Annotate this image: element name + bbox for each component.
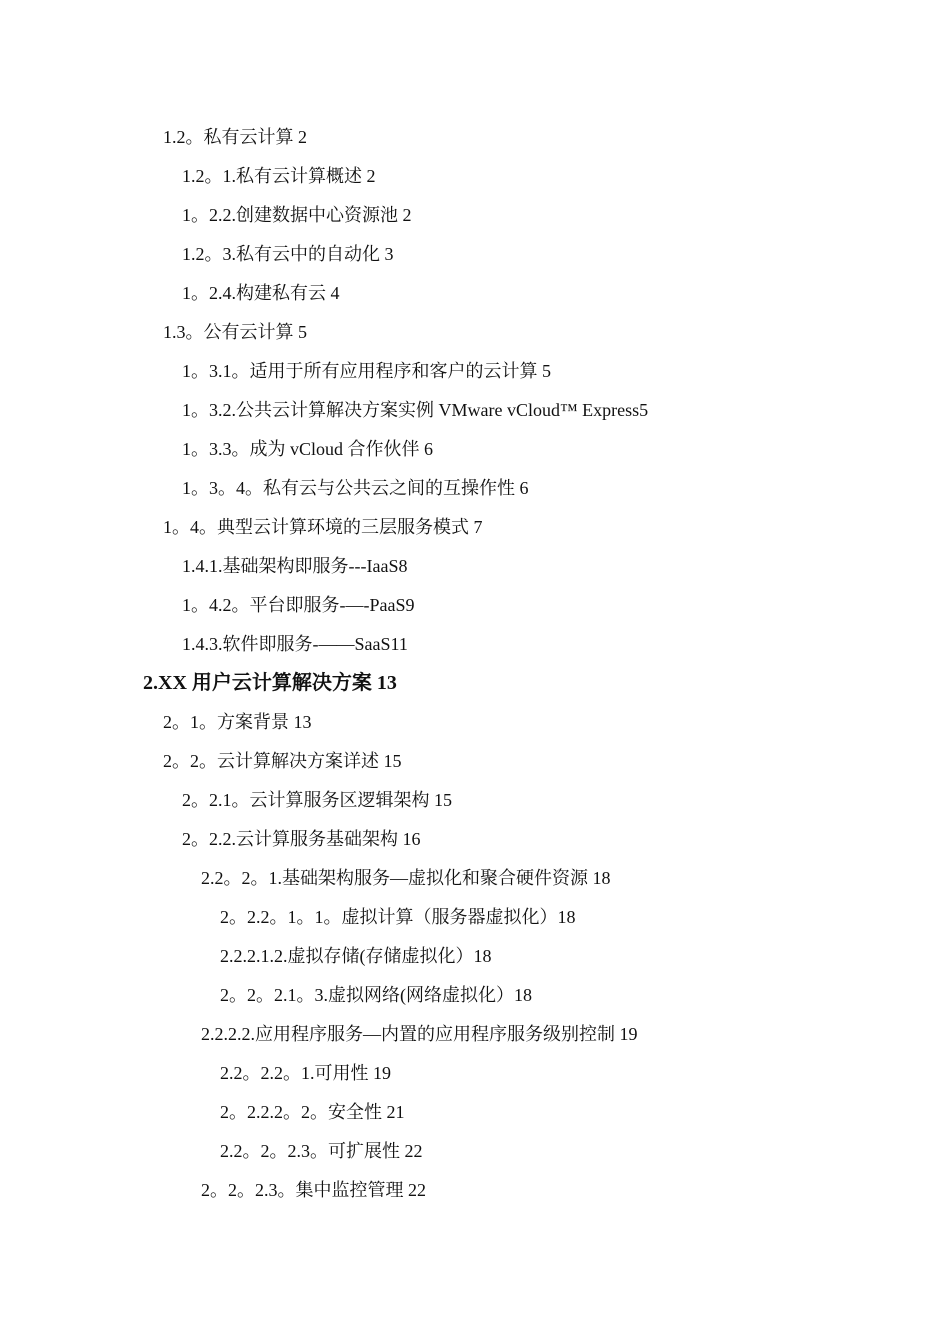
- toc-entry[interactable]: 1.2。3.私有云中的自动化 3: [182, 244, 394, 264]
- toc-chapter-heading[interactable]: 2.XX 用户云计算解决方案 13: [143, 672, 397, 694]
- toc-entry[interactable]: 1.4.3.软件即服务-——SaaS11: [182, 634, 408, 654]
- toc-entry[interactable]: 2.2。2.2。1.可用性 19: [220, 1063, 391, 1083]
- toc-entry[interactable]: 2。2。2.1。3.虚拟网络(网络虚拟化）18: [220, 985, 532, 1005]
- toc-entry[interactable]: 2.2。2。1.基础架构服务—虚拟化和聚合硬件资源 18: [201, 868, 611, 888]
- toc-entry[interactable]: 2。2。2.3。集中监控管理 22: [201, 1180, 426, 1200]
- toc-entry[interactable]: 2.2.2.2.应用程序服务—内置的应用程序服务级别控制 19: [201, 1024, 638, 1044]
- toc-entry[interactable]: 2。2.2.2。2。安全性 21: [220, 1102, 405, 1122]
- toc-entry[interactable]: 1.3。公有云计算 5: [163, 322, 307, 342]
- toc-entry[interactable]: 1。3.2.公共云计算解决方案实例 VMware vCloud™ Express5: [182, 400, 649, 420]
- toc-entry[interactable]: 2。2.2。1。1。虚拟计算（服务器虚拟化）18: [220, 907, 576, 927]
- toc-entry[interactable]: 1。3。4。私有云与公共云之间的互操作性 6: [182, 478, 529, 498]
- toc-entry[interactable]: 2。1。方案背景 13: [163, 712, 312, 732]
- toc-entry[interactable]: 1。4。典型云计算环境的三层服务模式 7: [163, 517, 483, 537]
- toc-entry[interactable]: 1.4.1.基础架构即服务---IaaS8: [182, 556, 408, 576]
- toc-entry[interactable]: 2。2.1。云计算服务区逻辑架构 15: [182, 790, 452, 810]
- toc-entry[interactable]: 2。2.2.云计算服务基础架构 16: [182, 829, 421, 849]
- toc-entry[interactable]: 1。2.4.构建私有云 4: [182, 283, 340, 303]
- toc-entry[interactable]: 2。2。云计算解决方案详述 15: [163, 751, 402, 771]
- toc-entry[interactable]: 1。2.2.创建数据中心资源池 2: [182, 205, 412, 225]
- toc-entry[interactable]: 1.2。私有云计算 2: [163, 127, 307, 147]
- toc-entry[interactable]: 2.2。2。2.3。可扩展性 22: [220, 1141, 423, 1161]
- toc-entry[interactable]: 1。4.2。平台即服务-—-PaaS9: [182, 595, 415, 615]
- toc-entry[interactable]: 1。3.1。适用于所有应用程序和客户的云计算 5: [182, 361, 551, 381]
- table-of-contents: [0, 118, 950, 1210]
- toc-entry[interactable]: 1.2。1.私有云计算概述 2: [182, 166, 376, 186]
- toc-entry[interactable]: 2.2.2.1.2.虚拟存储(存储虚拟化）18: [220, 946, 492, 966]
- toc-entry[interactable]: 1。3.3。成为 vCloud 合作伙伴 6: [182, 439, 434, 459]
